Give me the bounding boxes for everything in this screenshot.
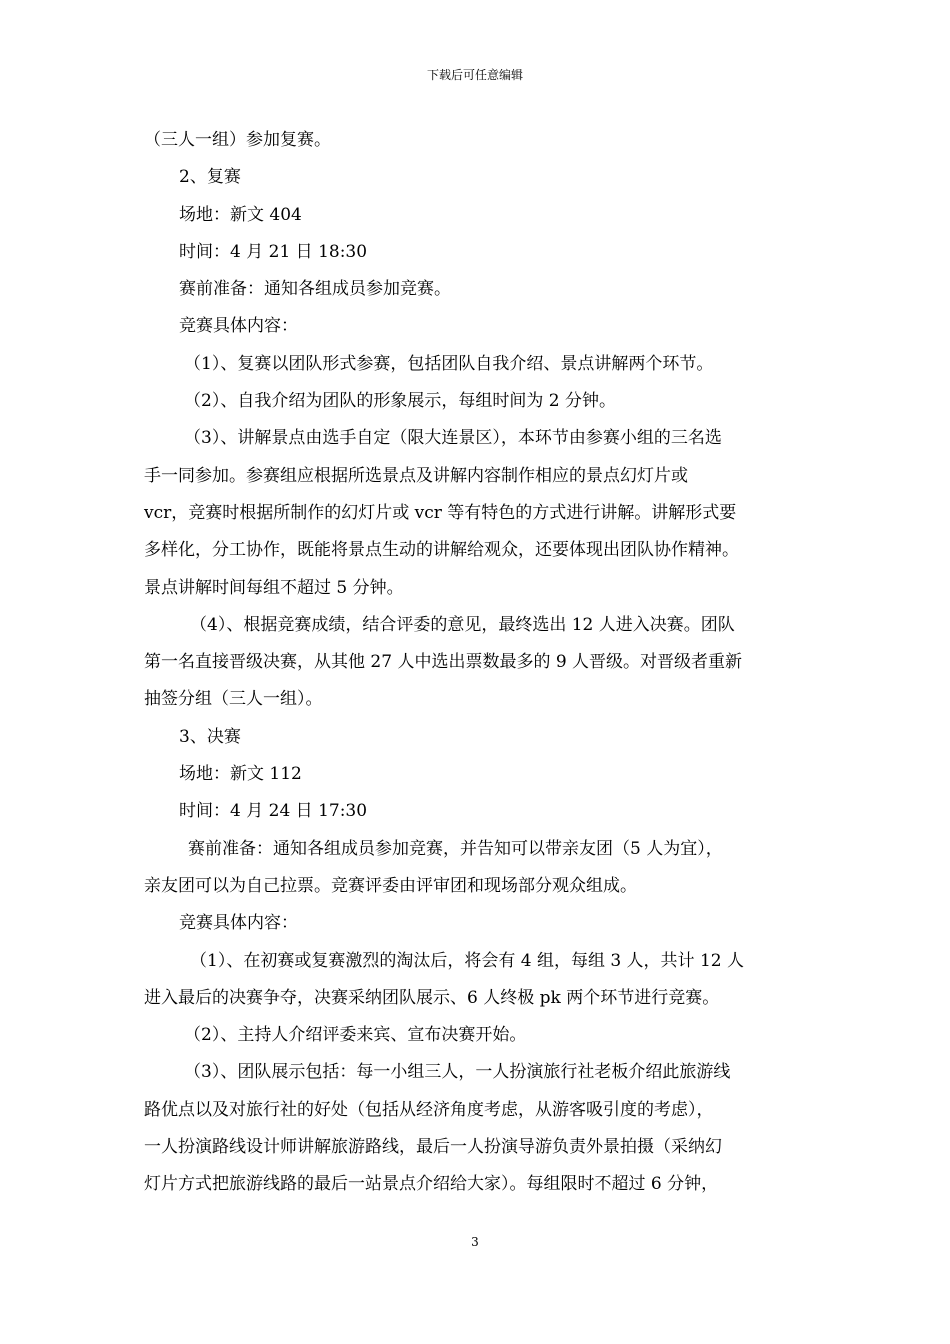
text-line: vcr，竞赛时根据所制作的幻灯片或 vcr 等有特色的方式进行讲解。讲解形式要: [144, 502, 737, 523]
text-line: （2）、自我介绍为团队的形象展示，每组时间为 2 分钟。: [184, 391, 616, 412]
text-line: 灯片方式把旅游线路的最后一站景点介绍给大家）。每组限时不超过 6 分钟，: [144, 1174, 719, 1195]
text-line: 抽签分组（三人一组）。: [144, 689, 323, 710]
section-heading: 3、决赛: [179, 726, 241, 747]
section-heading: 2、复赛: [179, 167, 241, 188]
text-line: （3）、讲解景点由选手自定（限大连景区），本环节由参赛小组的三名选: [184, 428, 722, 449]
text-line: 场地：新文 404: [179, 204, 302, 225]
text-line: 竞赛具体内容：: [179, 316, 298, 337]
text-line: 手一同参加。参赛组应根据所选景点及讲解内容制作相应的景点幻灯片或: [144, 465, 688, 486]
page-number: 3: [471, 1235, 479, 1249]
document-body: [144, 122, 814, 1204]
text-line: （三人一组）参加复赛。: [144, 130, 331, 150]
text-line: （4）、根据竞赛成绩，结合评委的意见，最终选出 12 人进入决赛。团队: [190, 614, 735, 635]
text-line: （1）、复赛以团队形式参赛，包括团队自我介绍、景点讲解两个环节。: [184, 353, 714, 374]
text-line: 赛前准备：通知各组成员参加竞赛，并告知可以带亲友团（5 人为宜），: [188, 838, 723, 859]
text-line: （3）、团队展示包括：每一小组三人，一人扮演旅行社老板介绍此旅游线: [184, 1062, 731, 1083]
text-line: 进入最后的决赛争夺，决赛采纳团队展示、6 人终极 pk 两个环节进行竞赛。: [144, 987, 720, 1008]
text-line: 路优点以及对旅行社的好处（包括从经济角度考虑，从游客吸引度的考虑），: [144, 1099, 714, 1120]
text-line: 亲友团可以为自己拉票。竞赛评委由评审团和现场部分观众组成。: [144, 875, 637, 896]
text-line: 多样化，分工协作，既能将景点生动的讲解给观众，还要体现出团队协作精神。: [144, 540, 739, 561]
text-line: 竞赛具体内容：: [179, 913, 298, 934]
text-line: 一人扮演路线设计师讲解旅游路线，最后一人扮演导游负责外景拍摄（采纳幻: [144, 1137, 722, 1158]
text-line: （1）、在初赛或复赛激烈的淘汰后，将会有 4 组，每组 3 人，共计 12 人: [190, 950, 745, 971]
text-line: 赛前准备：通知各组成员参加竞赛。: [179, 279, 451, 300]
text-line: 时间：4 月 24 日 17:30: [179, 801, 368, 822]
text-line: （2）、主持人介绍评委来宾、宣布决赛开始。: [184, 1025, 527, 1046]
text-line: 第一名直接晋级决赛，从其他 27 人中选出票数最多的 9 人晋级。对晋级者重新: [144, 652, 743, 673]
text-line: 景点讲解时间每组不超过 5 分钟。: [144, 577, 404, 598]
page-header: 下载后可任意编辑: [426, 68, 523, 82]
text-line: 时间：4 月 21 日 18:30: [179, 241, 368, 262]
text-line: 场地：新文 112: [179, 764, 302, 785]
